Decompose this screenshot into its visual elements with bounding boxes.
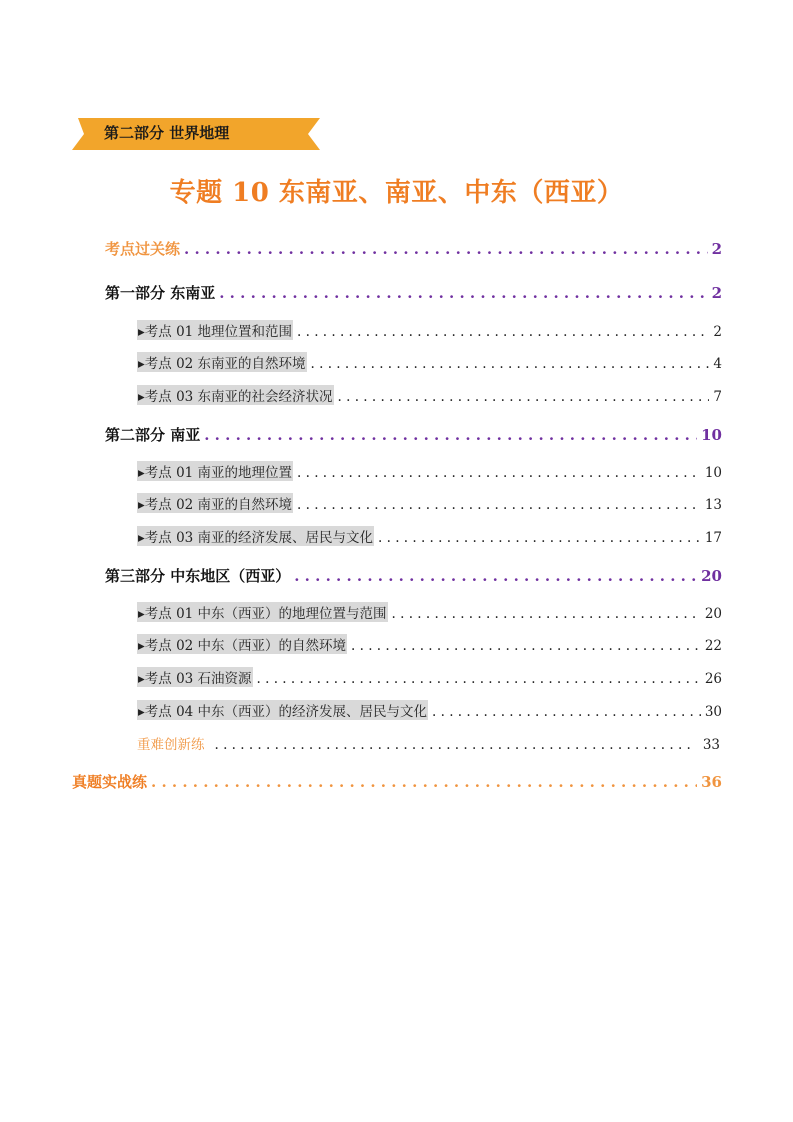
toc-entry-label: ▸考点 03 石油资源 <box>137 667 253 687</box>
toc-dot-leader <box>215 737 693 753</box>
toc-page-number: 17 <box>704 530 722 546</box>
toc-entry-zhenti[interactable] <box>72 771 722 792</box>
toc-entry-part2[interactable] <box>105 424 722 445</box>
toc-page-number: 22 <box>704 638 722 654</box>
toc-entry-label: ▸考点 02 中东（西亚）的自然环境 <box>137 634 347 654</box>
toc-entry-label: ▸考点 03 南亚的经济发展、居民与文化 <box>137 526 374 546</box>
toc-page-number: 7 <box>713 389 722 405</box>
toc-entry-label: ▸考点 01 中东（西亚）的地理位置与范围 <box>137 602 388 622</box>
toc-dot-leader <box>204 426 697 444</box>
toc-dot-leader <box>184 240 708 258</box>
toc-page-number: 10 <box>701 426 722 444</box>
toc-page-number: 36 <box>701 773 722 791</box>
toc-page-number: 2 <box>713 324 722 340</box>
toc-entry-label: 真题实战练 <box>72 773 148 791</box>
page-title: 专题 10 东南亚、南亚、中东（西亚） <box>169 178 624 208</box>
toc-dot-leader <box>311 356 710 372</box>
toc-entry-label: ▸考点 02 东南亚的自然环境 <box>137 352 307 372</box>
toc-dot-leader <box>257 671 701 687</box>
toc-page-number: 2 <box>711 284 722 302</box>
toc-page-number: 33 <box>702 737 720 753</box>
toc-entry-label: ▸考点 03 东南亚的社会经济状况 <box>137 385 334 405</box>
toc-page-number: 20 <box>701 567 722 585</box>
toc-entry-label: ▸考点 02 南亚的自然环境 <box>137 493 293 513</box>
toc-entry-part3[interactable] <box>105 565 722 586</box>
toc-dot-leader <box>151 773 697 791</box>
section-banner <box>72 116 324 152</box>
toc-entry-part3-item3[interactable] <box>137 667 722 687</box>
toc-entry-label: ▸考点 04 中东（西亚）的经济发展、居民与文化 <box>137 700 428 720</box>
toc-entry-part1-item2[interactable] <box>137 352 722 372</box>
toc-dot-leader <box>338 389 710 405</box>
toc-entry-part2-item1[interactable] <box>137 461 722 481</box>
toc-dot-leader <box>378 530 701 546</box>
toc-entry-part3-item2[interactable] <box>137 634 722 654</box>
toc-entry-label: 第一部分 东南亚 <box>105 284 216 302</box>
toc-entry-part3-item4[interactable] <box>137 700 722 720</box>
toc-dot-leader <box>432 704 701 720</box>
toc-entry-label: 第二部分 南亚 <box>105 426 201 444</box>
toc-page-number: 30 <box>704 704 722 720</box>
toc-dot-leader <box>297 324 709 340</box>
toc-page-number: 13 <box>704 497 722 513</box>
toc-entry-part1-item3[interactable] <box>137 385 722 405</box>
toc-dot-leader <box>297 465 701 481</box>
toc-page-number: 4 <box>713 356 722 372</box>
toc-entry-label: ▸考点 01 地理位置和范围 <box>137 320 293 340</box>
toc-page-number: 10 <box>704 465 722 481</box>
toc-entry-label: 考点过关练 <box>105 240 181 258</box>
toc-entry-part1-item1[interactable] <box>137 320 722 340</box>
banner-text: 第二部分 世界地理 <box>104 124 230 142</box>
toc-entry-part3-item1[interactable] <box>137 602 722 622</box>
toc-dot-leader <box>351 638 701 654</box>
toc-page-number: 20 <box>704 606 722 622</box>
toc-dot-leader <box>297 497 701 513</box>
toc-entry-part2-item3[interactable] <box>137 526 722 546</box>
toc-dot-leader <box>392 606 701 622</box>
toc-entry-part2-item2[interactable] <box>137 493 722 513</box>
toc-entry-zhongnan[interactable] <box>137 733 722 753</box>
toc-page-number: 26 <box>704 671 722 687</box>
toc-entry-label: ▸考点 01 南亚的地理位置 <box>137 461 293 481</box>
toc-page-number: 2 <box>711 240 722 258</box>
toc-dot-leader <box>294 567 697 585</box>
toc-entry-label: 第三部分 中东地区（西亚） <box>105 567 291 585</box>
toc-entry-label: 重难创新练 <box>137 737 205 753</box>
toc-dot-leader <box>219 284 707 302</box>
toc-entry-part1[interactable] <box>105 282 722 303</box>
toc-entry-kaodian-guoguan[interactable] <box>105 238 722 259</box>
